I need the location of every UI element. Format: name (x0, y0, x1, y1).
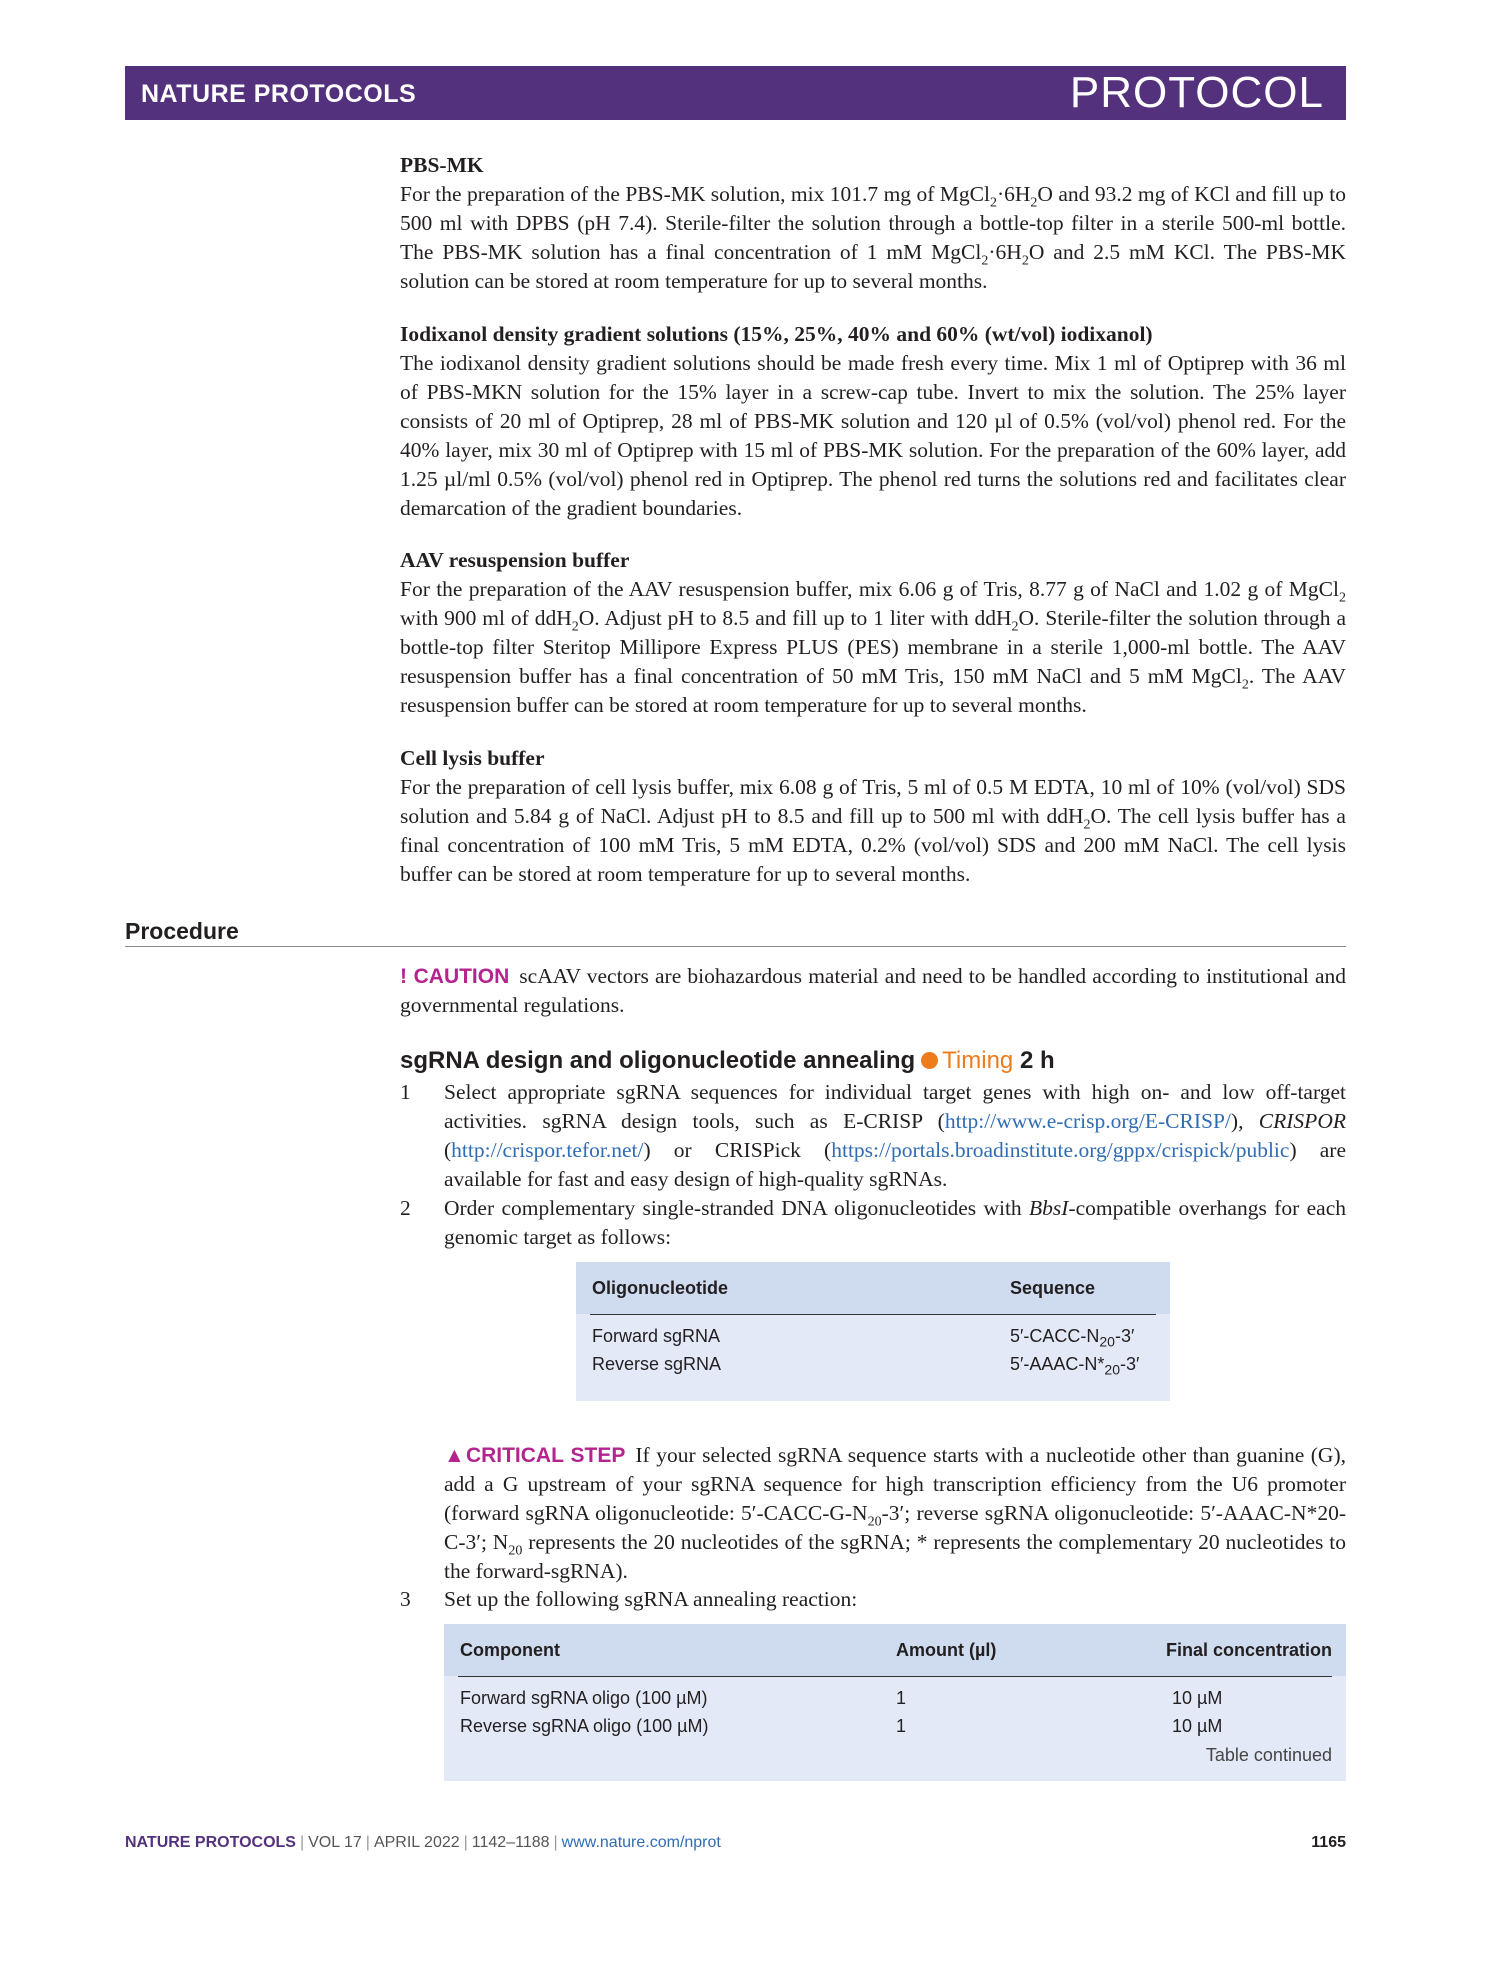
step-number: 2 (400, 1196, 411, 1220)
header-rule (590, 1314, 1156, 1315)
journal-header-bar (125, 66, 1346, 120)
reagent-body: The iodixanol density gradient solutions should be made fresh every time. Mix 1 ml of Optiprep with 36 ml of PBS-MKN solution for the 15% layer in a screw-cap tube. Invert to mix the solution. The 25% layer consists of 20 ml of Optiprep, 28 ml of PBS-MK solution and 120 µl of 0.5% (vol/vol) phenol red. For the 40% layer, mix 30 ml of Optiprep with 15 ml of PBS-MK solution. For the preparation of the 60% layer, add 1.25 µl/ml 0.5% (vol/vol) phenol red in Optiprep. The phenol red turns the solutions red and facilitates clear demarcation of the gradient boundaries. (400, 351, 1346, 520)
annealing-table (444, 1624, 1346, 1781)
footer-url-link[interactable]: www.nature.com/nprot (561, 1834, 721, 1851)
step-number: 1 (400, 1080, 411, 1104)
journal-name: NATURE PROTOCOLS (141, 80, 417, 108)
table-cell: Forward sgRNA (592, 1326, 721, 1346)
caution-note (400, 962, 1346, 1020)
footer-date: APRIL 2022 (373, 1834, 460, 1851)
col-header: Final concentration (1165, 1640, 1332, 1660)
table-cell: $5'-AAAC-N*_{20}-3'$ (1010, 1354, 1140, 1378)
table-continued-note: Table continued (1205, 1745, 1332, 1765)
reagent-cell-lysis (400, 744, 1346, 889)
reagent-body: For the preparation of cell lysis buffer, mix 6.08 g of Tris, 5 ml of 0.5 M EDTA, 10 ml of 10% (vol/vol) SDS solution and 5.84 g of NaCl. Adjust pH to 8.5 and fill up to 500 ml with ddH$_2$O. The cell lysis buffer has a final concentration of 100 mM Tris, 5 mM EDTA, 0.2% (vol/vol) SDS and 200 mM NaCl. The cell lysis buffer can be stored at room temperature for up to several months. (400, 775, 1346, 886)
link-crispick[interactable]: https://portals.broadinstitute.org/gppx/crispick/public (831, 1138, 1290, 1162)
table-cell: 1 (896, 1688, 907, 1708)
col-header: Oligonucleotide (592, 1278, 729, 1298)
step-2 (400, 1194, 1346, 1252)
table-cell: 1 (896, 1716, 907, 1736)
article-type: PROTOCOL (1069, 68, 1324, 117)
table-cell: $5'-CACC-N_{20}-3'$ (1010, 1326, 1135, 1350)
reagent-title: Cell lysis buffer (400, 746, 545, 770)
reagent-iodixanol (400, 320, 1346, 523)
reagent-pbs-mk (400, 151, 1346, 296)
step-3 (400, 1585, 1346, 1614)
footer-pages: 1142–1188 (471, 1834, 550, 1851)
caution-label: ! CAUTION (400, 965, 510, 988)
col-header: Amount (µl) (896, 1640, 997, 1660)
reagent-title: AAV resuspension buffer (400, 548, 630, 572)
header-rule (458, 1676, 1332, 1677)
table-cell: Reverse sgRNA oligo (100 µM) (460, 1716, 709, 1736)
link-ecrisp[interactable]: http://www.e-crisp.org/E-CRISP/ (944, 1109, 1231, 1133)
critical-step-note (400, 1441, 1346, 1586)
step-text: Order complementary single-stranded DNA oligonucleotides with BbsI-compatible overhangs for each genomic target as follows: (444, 1196, 1346, 1249)
critical-step-label: ▲CRITICAL STEP (444, 1444, 626, 1467)
step-text: Set up the following sgRNA annealing reaction: (444, 1587, 858, 1611)
section-heading (400, 1047, 1055, 1075)
reagent-title: PBS-MK (400, 153, 484, 177)
link-crispor[interactable]: http://crispor.tefor.net/ (451, 1138, 644, 1162)
reagent-body: For the preparation of the PBS-MK solution, mix 101.7 mg of $MgCl_2\cdot 6H_2O$ and 93.2 mg of KCl and fill up to 500 ml with DPBS (pH 7.4). Sterile-filter the solution through a bottle-top filter in a sterile 500-ml bottle. The PBS-MK solution has a final concentration of 1 mM $MgCl_2\cdot 6H_2O$ and 2.5 mM KCl. The PBS-MK solution can be stored at room temperature for up to several months. (400, 182, 1347, 293)
reagent-title: Iodixanol density gradient solutions (15%, 25%, 40% and 60% (wt/vol) iodixanol) (400, 322, 1153, 346)
step-number: 3 (400, 1587, 411, 1611)
table-cell: Reverse sgRNA (592, 1354, 722, 1374)
oligo-table (576, 1262, 1170, 1401)
procedure-divider (125, 946, 1346, 947)
reagent-body: For the preparation of the AAV resuspension buffer, mix 6.06 g of Tris, 8.77 g of NaCl and 1.02 g of MgCl$_2$ with 900 ml of ddH$_2$O. Adjust pH to 8.5 and fill up to 1 liter with ddH$_2$O. Sterile-filter the solution through a bottle-top filter Steritop Millipore Express PLUS (PES) membrane in a sterile 1,000-ml bottle. The AAV resuspension buffer has a final concentration of 50 mM Tris, 150 mM NaCl and 5 mM MgCl$_2$. The AAV resuspension buffer can be stored at room temperature for up to several months. (400, 577, 1346, 717)
step-1 (400, 1078, 1346, 1194)
timing-label: Timing (942, 1047, 1014, 1074)
caution-text: scAAV vectors are biohazardous material and need to be handled according to institutional and governmental regulations. (400, 964, 1346, 1017)
critical-step-text: If your selected sgRNA sequence starts with a nucleotide other than guanine (G), add a G upstream of your sgRNA sequence for high transcription efficiency from the U6 promoter (forward sgRNA oligonucleotide: $5'-CACC-G-N_{20}-3'$; reverse sgRNA oligonucleotide: 5′-AAAC-N*20-C-3′; $N_{20}$ represents the 20 nucleotides of the sgRNA; * represents the complementary 20 nucleotides to the forward-sgRNA). (444, 1443, 1347, 1583)
table-cell: 10 µM (1172, 1688, 1223, 1708)
page-footer: NATURE PROTOCOLS | VOL 17 | APRIL 2022 | 1142–1188 | www.nature.com/nprot (125, 1834, 721, 1851)
section-title: sgRNA design and oligonucleotide annealing (400, 1047, 916, 1074)
table-cell: Forward sgRNA oligo (100 µM) (460, 1688, 708, 1708)
reagent-aav-buffer (400, 546, 1346, 720)
col-header: Sequence (1010, 1278, 1096, 1298)
step-text: Select appropriate sgRNA sequences for individual target genes with high on- and low off-target activities. sgRNA design tools, such as E-CRISP (http://www.e-crisp.org/E-CRISP/), CRISPOR (http://crispor.tefor.net/) or CRISPick (https://portals.broadinstitute.org/gppx/crispick/public) are available for fast and easy design of high-quality sgRNAs. (444, 1080, 1347, 1191)
footer-volume: VOL 17 (308, 1834, 362, 1851)
procedure-heading: Procedure (125, 918, 239, 944)
col-header: Component (460, 1640, 560, 1660)
table-cell: 10 µM (1172, 1716, 1223, 1736)
timing-value: 2 h (1019, 1047, 1055, 1074)
page-number: 1165 (1311, 1834, 1346, 1851)
footer-journal: NATURE PROTOCOLS (125, 1834, 296, 1851)
timing-clock-icon (921, 1052, 938, 1069)
